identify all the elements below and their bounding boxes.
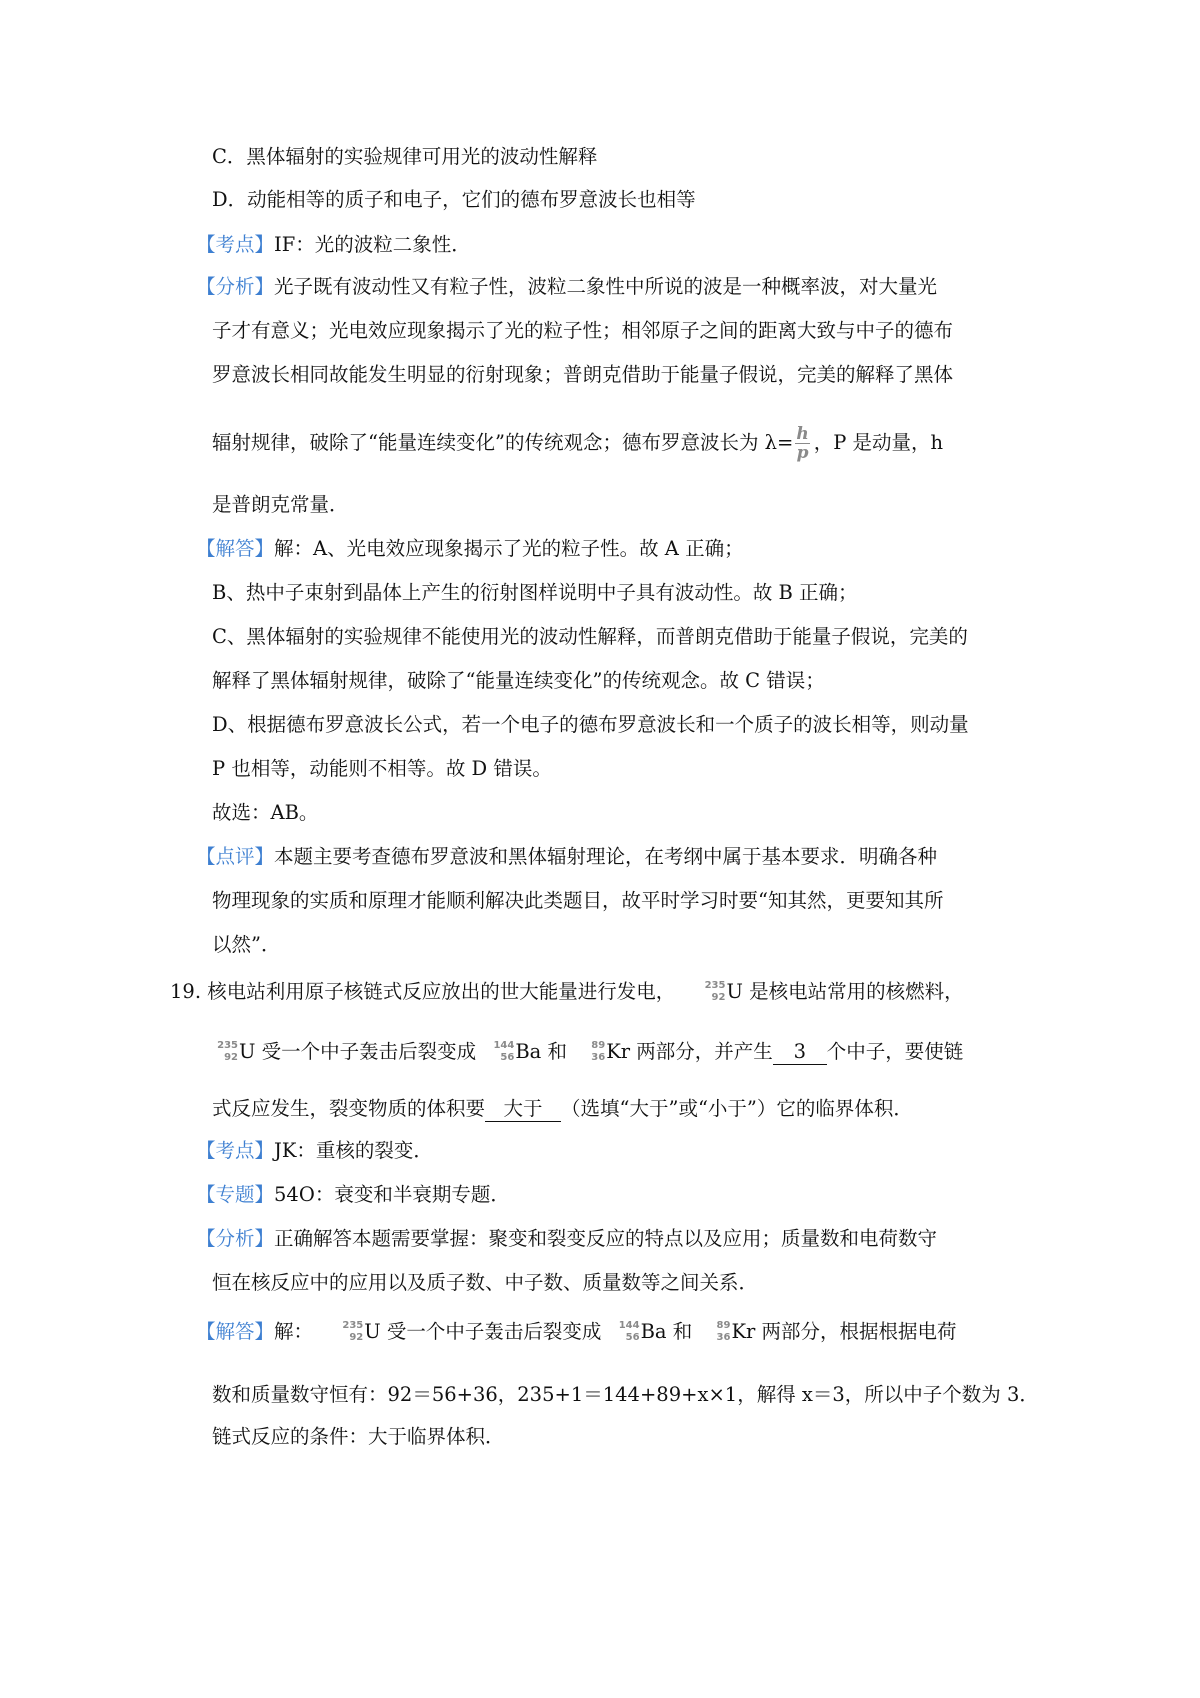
jieda-text: Ba 和 — [640, 1320, 693, 1343]
kaodian-text: IF：光的波粒二象性． — [274, 233, 471, 256]
uranium-nuclide — [341, 1320, 363, 1346]
atomic-number: 92 — [711, 991, 726, 1003]
fenxi-line-4 — [212, 425, 943, 462]
q19-stem-text: U 受一个中子轰击后裂变成 — [239, 1040, 477, 1063]
jieda-line-3: C、黑体辐射的实验规律不能使用光的波动性解释，而普朗克借助于能量子假说，完美的 — [212, 625, 968, 648]
wavelength-formula — [795, 425, 809, 462]
uranium-nuclide — [703, 980, 725, 1006]
formula-numerator: h — [796, 424, 809, 444]
dianping-text: 本题主要考查德布罗意波和黑体辐射理论，在考纲中属于基本要求．明确各种 — [274, 845, 938, 868]
kaodian-tag: 【考点】 — [196, 233, 275, 256]
option-d: D．动能相等的质子和电子，它们的德布罗意波长也相等 — [212, 188, 696, 211]
kaodian-text: JK：重核的裂变． — [274, 1139, 433, 1162]
mass-number: 89 — [591, 1039, 606, 1051]
formula-denominator: p — [796, 443, 809, 463]
q19-stem-line-3 — [212, 1094, 913, 1124]
dianping-line-3: 以然”． — [212, 933, 281, 956]
q19-stem-text: 个中子，要使链 — [826, 1040, 964, 1063]
krypton-nuclide — [583, 1040, 605, 1066]
jieda-line-5: D、根据德布罗意波长公式，若一个电子的德布罗意波长和一个质子的波长相等，则动量 — [212, 713, 969, 736]
q19-fenxi-line-1 — [196, 1224, 937, 1254]
q19-stem-text: 核电站利用原子核链式反应放出的世大能量进行发电， — [207, 980, 676, 1003]
uranium-nuclide — [216, 1040, 238, 1066]
barium-nuclide — [618, 1320, 640, 1346]
mass-number: 144 — [618, 1319, 640, 1331]
q19-jieda-line-1 — [196, 1317, 957, 1347]
q19-stem-text: Kr 两部分，并产生 — [606, 1040, 773, 1063]
atomic-number: 92 — [349, 1331, 364, 1343]
q19-stem-text: 式反应发生，裂变物质的体积要 — [212, 1097, 486, 1120]
jieda-line-4: 解释了黑体辐射规律，破除了“能量连续变化”的传统观念。故 C 错误； — [212, 669, 825, 692]
fenxi-tag: 【分析】 — [196, 275, 275, 298]
answer-blank-volume: 大于 — [485, 1097, 561, 1122]
q19-stem-text: Ba 和 — [515, 1040, 567, 1063]
jieda-tag: 【解答】 — [196, 1320, 275, 1343]
mass-number: 235 — [342, 1319, 364, 1331]
jieda-text: 解：A、光电效应现象揭示了光的粒子性。故 A 正确； — [274, 537, 744, 560]
dianping-line-1 — [196, 842, 937, 872]
fenxi-text: 辐射规律，破除了“能量连续变化”的传统观念；德布罗意波长为 λ= — [212, 431, 794, 454]
answer-line: 故选：AB。 — [212, 801, 319, 824]
dianping-tag: 【点评】 — [196, 845, 275, 868]
jieda-line-6: P 也相等，动能则不相等。故 D 错误。 — [212, 757, 552, 780]
option-c: C．黑体辐射的实验规律可用光的波动性解释 — [212, 145, 598, 168]
jieda-line-2: B、热中子束射到晶体上产生的衍射图样说明中子具有波动性。故 B 正确； — [212, 581, 858, 604]
mass-number: 89 — [716, 1319, 731, 1331]
kaodian-tag: 【考点】 — [196, 1139, 275, 1162]
atomic-number: 56 — [625, 1331, 640, 1343]
atomic-number: 92 — [224, 1051, 238, 1063]
fenxi-line-5: 是普朗克常量． — [212, 493, 349, 516]
barium-nuclide — [492, 1040, 514, 1066]
fenxi-line-2: 子才有意义；光电效应现象揭示了光的粒子性；相邻原子之间的距离大致与中子的德布 — [212, 319, 954, 342]
question-number: 19. — [170, 980, 202, 1003]
fenxi-text: ，P 是动量，h — [813, 431, 944, 454]
mass-number: 235 — [217, 1039, 238, 1051]
atomic-number: 56 — [500, 1051, 515, 1063]
krypton-nuclide — [708, 1320, 730, 1346]
q19-zhuanti-line — [196, 1180, 510, 1210]
mass-number: 235 — [704, 979, 726, 991]
fenxi-line-3: 罗意波长相同故能发生明显的衍射现象；普朗克借助于能量子假说，完美的解释了黑体 — [212, 363, 954, 386]
q19-stem-line-2 — [212, 1037, 963, 1067]
q19-stem-text: U 是核电站常用的核燃料， — [726, 980, 964, 1003]
answer-blank-neutrons: 3 — [773, 1040, 827, 1065]
q19-jieda-line-3: 链式反应的条件：大于临界体积． — [212, 1425, 505, 1448]
fenxi-text: 正确解答本题需要掌握：聚变和裂变反应的特点以及应用；质量数和电荷数守 — [274, 1227, 938, 1250]
q19-fenxi-line-2: 恒在核反应中的应用以及质子数、中子数、质量数等之间关系． — [212, 1271, 759, 1294]
mass-number: 144 — [493, 1039, 515, 1051]
zhuanti-text: 54O：衰变和半衰期专题． — [274, 1183, 510, 1206]
q19-kaodian-line — [196, 1136, 433, 1166]
jieda-text: Kr 两部分，根据根据电荷 — [731, 1320, 957, 1343]
atomic-number: 36 — [716, 1331, 731, 1343]
dianping-line-2: 物理现象的实质和原理才能顺利解决此类题目，故平时学习时要“知其然，更要知其所 — [212, 889, 944, 912]
atomic-number: 36 — [591, 1051, 606, 1063]
fenxi-line-1 — [196, 272, 937, 302]
fenxi-text: 光子既有波动性又有粒子性，波粒二象性中所说的波是一种概率波，对大量光 — [274, 275, 938, 298]
zhuanti-tag: 【专题】 — [196, 1183, 275, 1206]
jieda-text: 解： — [274, 1320, 314, 1343]
q19-stem-line-1 — [170, 977, 964, 1007]
jieda-text: U 受一个中子轰击后裂变成 — [364, 1320, 602, 1343]
q19-jieda-line-2: 数和质量数守恒有：92＝56+36，235+1＝144+89+x×1，解得 x＝3，所以中子个数为 3． — [212, 1383, 1039, 1406]
q19-stem-text: （选填“大于”或“小于”）它的临界体积． — [561, 1097, 913, 1120]
fenxi-tag: 【分析】 — [196, 1227, 275, 1250]
jieda-line-1 — [196, 534, 744, 564]
jieda-tag: 【解答】 — [196, 537, 275, 560]
kaodian-line — [196, 230, 471, 260]
